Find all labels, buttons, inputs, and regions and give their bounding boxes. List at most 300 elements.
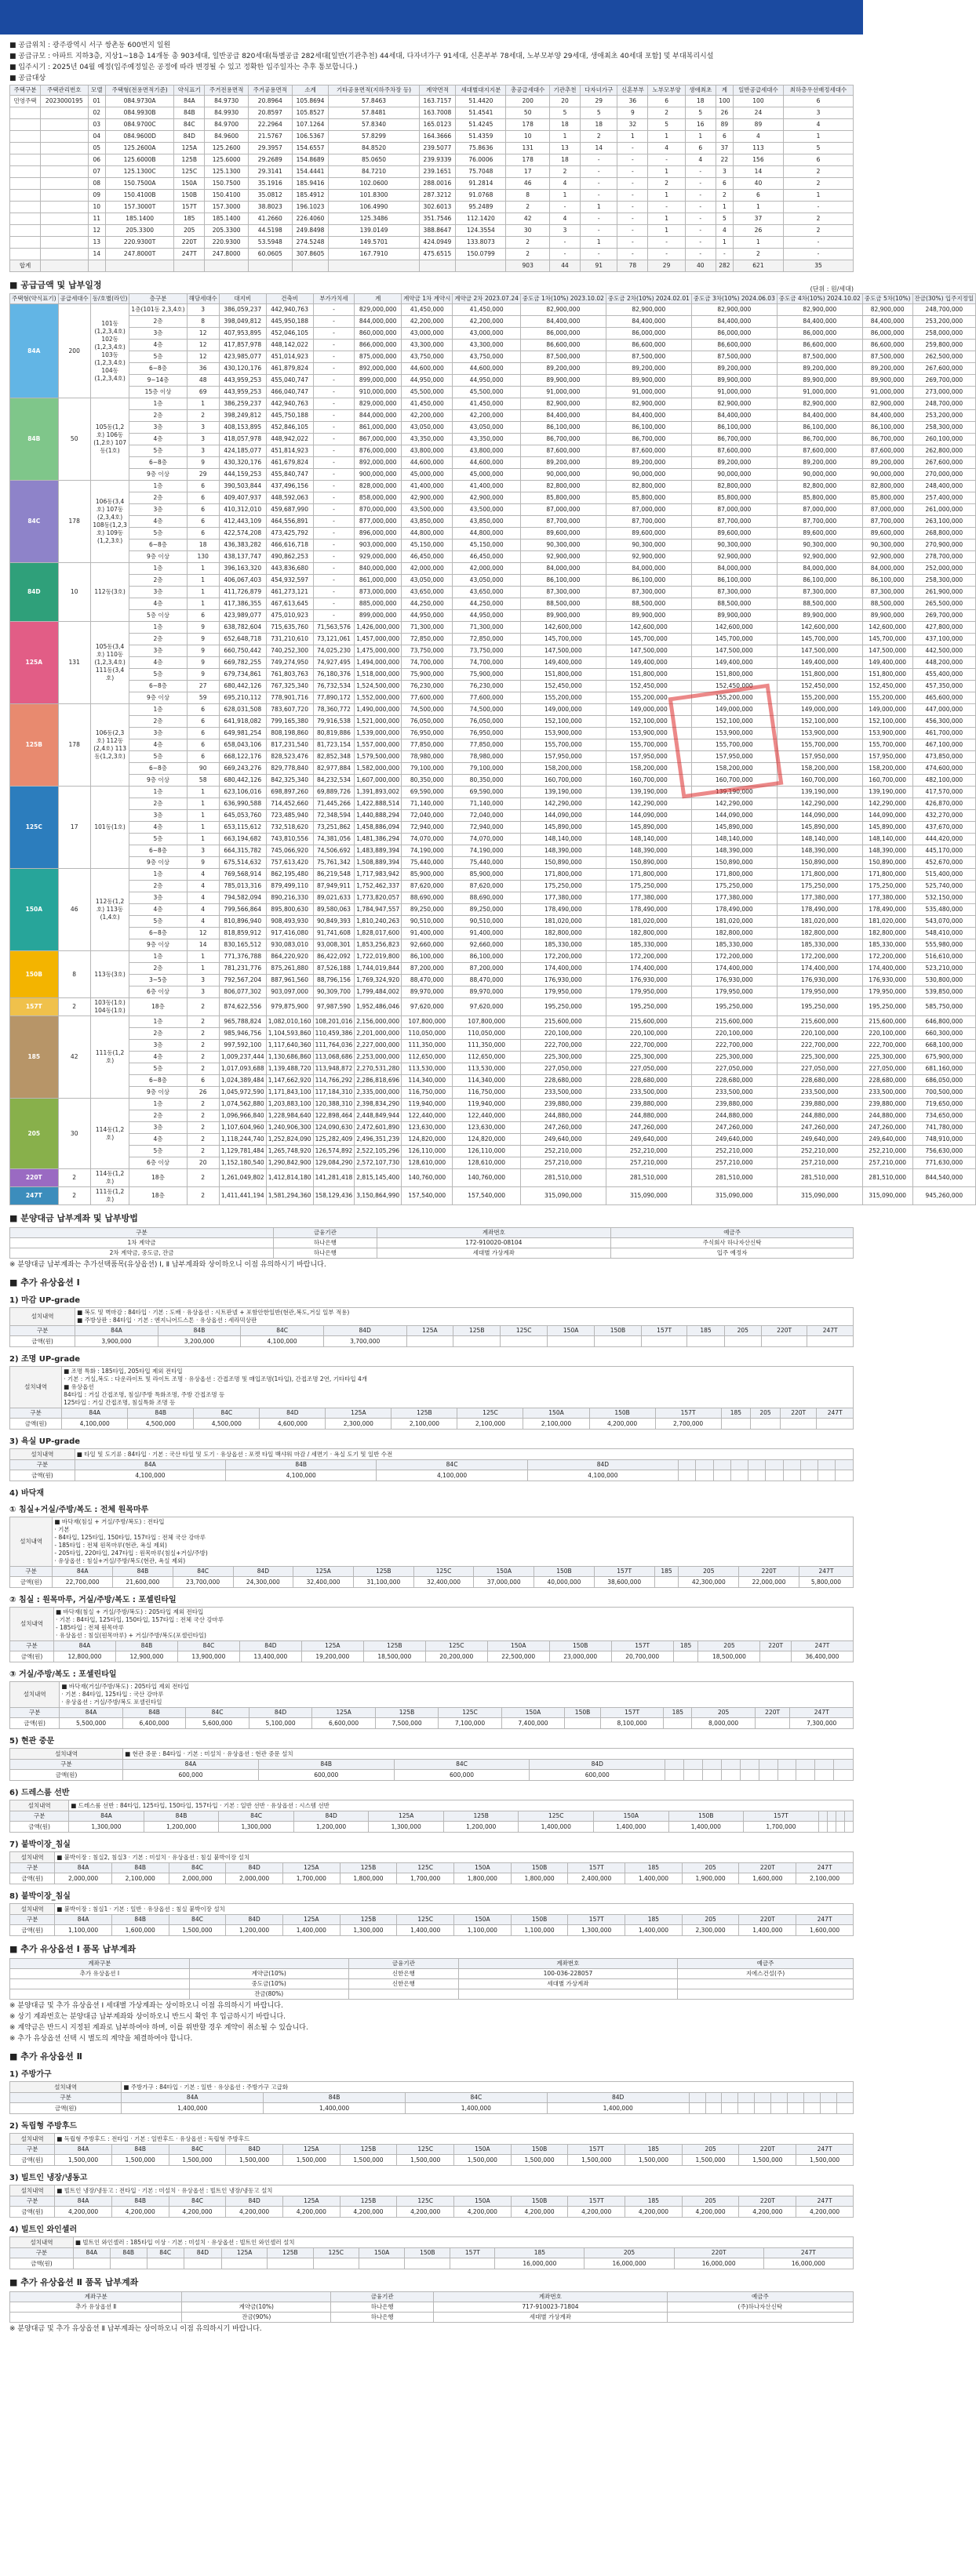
table-cell: 227,050,000 [777,1063,862,1075]
table-cell: 112,650,000 [453,1052,520,1063]
table-cell: 719,650,000 [912,1099,976,1110]
table-cell: 174,400,000 [777,963,862,975]
table-cell: 1층 [129,787,187,798]
table-cell: 125.2600 [205,143,249,154]
table-cell: 87,500,000 [777,351,862,363]
table-cell: 87,700,000 [777,516,862,528]
table-cell: 249,640,000 [606,1134,691,1146]
table-cell: 82,900,000 [691,398,777,410]
table-row [10,563,976,575]
table-cell: 2 [187,1134,219,1146]
option-detail-line: · 기본 : 84타입, 125타입 : 국산 강마루 [61,1691,164,1698]
table-row [10,892,976,904]
table-cell: 171,800,000 [606,869,691,881]
option-type-cell [827,1811,836,1822]
table-cell: - [313,375,355,387]
table-cell: 41,400,000 [402,481,453,492]
table-cell: 5 [581,107,617,119]
table-cell: 91.0768 [456,190,506,202]
table-cell: - [617,202,648,213]
table-cell: 117,184,310 [313,1087,355,1099]
option-price-cell [268,2258,313,2269]
option-type-cell: 157T [568,1863,625,1873]
table-cell: 89,200,000 [606,457,691,469]
option-price-cell [641,1336,686,1347]
option-type-cell: 구분 [10,2145,55,2155]
option-type-cell: 150B [405,2248,450,2258]
table-cell: 228,680,000 [862,1075,912,1087]
table-cell: 799,165,380 [266,716,313,728]
option-type-cell [740,1760,759,1770]
table-cell: 1 [648,190,685,202]
table-cell: 76,950,000 [402,728,453,739]
table-cell: 90,300,000 [777,540,862,551]
option-price-cell: 1,300,000 [340,1925,397,1936]
table-cell: 386,059,237 [219,304,266,316]
table-cell: - [685,249,716,260]
table-cell: 155,200,000 [520,692,606,704]
table-cell: 172,200,000 [520,951,606,963]
table-cell: 155,700,000 [606,739,691,751]
table-row [10,351,976,363]
supply-header-cell: 기관추천 [550,85,581,96]
table-cell: - [617,166,648,178]
option-price-cell: 금액(원) [10,1470,75,1481]
table-cell: - [581,249,617,260]
table-cell: 87,500,000 [520,351,606,363]
table-cell: 239.9339 [419,154,456,166]
option-price-cell [780,1419,817,1430]
option-price-cell [844,1822,853,1833]
table-row [10,939,976,951]
option-type-cell: 125A [369,1811,444,1822]
table-cell: 903,097,000 [266,986,313,998]
option-title: 1) 마감 UP-grade [9,1296,81,1305]
option-type-cell: 150A [454,2196,512,2207]
table-cell: 448,942,022 [266,434,313,445]
option-detail-line: ■ 바닥재(침실 + 거실/주방/복도) : 전타입 [54,1518,165,1525]
option-price-cell: 2,400,000 [568,1873,625,1884]
option-price-cell: 1,500,000 [397,2155,454,2166]
table-cell: 461,879,824 [266,363,313,375]
option-label: 설치내역 [10,1517,53,1567]
table-cell: 6~8층 [129,457,187,469]
option-label: 설치내역 [10,1682,60,1708]
table-cell: 9층 이상 [129,692,187,704]
table-cell: 459,687,990 [266,504,313,516]
table-cell: 26 [187,1087,219,1099]
table-cell: 257,210,000 [520,1157,606,1169]
table-cell: 6~8층 [129,540,187,551]
table-cell: 461,273,121 [266,587,313,598]
table-cell: 757,613,420 [266,857,313,869]
table-cell: 515,400,000 [912,869,976,881]
table-cell: 386,259,237 [219,398,266,410]
table-cell: 239,880,000 [606,1099,691,1110]
option-price-cell: 1,400,000 [625,1873,683,1884]
table-cell: 90,510,000 [453,916,520,928]
option-table [9,1517,854,1588]
option-price-cell: 12,900,000 [115,1651,177,1662]
table-cell: - [648,249,685,260]
table-cell: - [313,304,355,316]
option-type-cell: 150B [595,1326,642,1336]
table-cell: 179,950,000 [777,986,862,998]
table-cell: 282 [716,260,733,272]
table-cell: 150,890,000 [520,857,606,869]
option-price-cell [837,2103,854,2114]
table-cell: 388.8647 [419,225,456,237]
table-cell: 20 [187,1157,219,1169]
option-type-row [10,1708,854,1718]
table-cell: 100-036-228057 [458,1969,677,1979]
table-cell: 437,496,156 [266,481,313,492]
table-cell: 6 [187,516,219,528]
option-detail-line: ■ 바닥재(거실/주방/복도) : 205타입 제외 전타입 [61,1683,190,1690]
table-cell: 225,300,000 [520,1052,606,1063]
table-cell: 89,600,000 [777,528,862,540]
option-price-cell [565,1718,601,1729]
table-cell: 86,100,000 [453,951,520,963]
table-cell: 5층 [129,1146,187,1157]
table-cell: 76,180,376 [313,669,355,681]
table-cell: 543,070,000 [912,916,976,928]
table-cell: 660,750,442 [219,645,266,657]
table-cell: 38.8023 [248,202,292,213]
option-price-row [10,1419,854,1430]
table-cell: 92,660,000 [453,939,520,951]
table-cell: 9~14층 [129,375,187,387]
table-cell: 244,880,000 [862,1110,912,1122]
table-cell: 77,600,000 [453,692,520,704]
table-cell: 539,850,000 [912,986,976,998]
table-row [10,1187,976,1205]
table-row [10,457,976,469]
table-cell: 71,563,576 [313,622,355,634]
table-cell: 1 [187,798,219,810]
table-cell: 2층 [129,1028,187,1040]
table-cell [10,249,41,260]
table-cell: 90,300,000 [520,540,606,551]
option-table [9,1307,854,1347]
table-cell: 12 [88,225,105,237]
account-header-row [10,1228,854,1238]
table-cell: 35.0812 [248,190,292,202]
table-cell: 3층 [129,328,187,340]
table-cell: 82,852,348 [313,751,355,763]
table-row [10,1099,976,1110]
table-cell: 세대별 가상계좌 [377,1248,611,1259]
option-type-cell: 247T [796,1915,854,1925]
option-detail-line: ■ 빌트인 와인셀러 : 185타입 이상 · 기본 : 미설치 · 유상옵션 : 빌트인 와인셀러 설치 [75,2238,295,2246]
table-cell: 21.5767 [248,131,292,143]
table-cell: 448,592,063 [266,492,313,504]
table-cell: 171,800,000 [862,869,912,881]
table-cell: 86,100,000 [606,575,691,587]
table-cell: 6 [685,143,716,154]
table-cell: 41,450,000 [453,398,520,410]
table-cell: - [313,340,355,351]
table-cell: 89 [733,119,783,131]
table-cell: 448,200,000 [912,657,976,669]
table-cell: 1,722,019,800 [355,951,402,963]
table-cell: - [313,363,355,375]
option-type-cell [748,1460,766,1470]
table-cell: 3층 [129,422,187,434]
option-details [55,1852,854,1863]
table-cell: 4층 [129,516,187,528]
option-price-cell: 1,400,000 [594,1822,669,1833]
table-cell: 443,959,253 [219,387,266,398]
option-price-cell [665,1770,684,1781]
table-cell: 287.3212 [419,190,456,202]
table-cell: 100 [716,96,733,107]
table-cell: 717-910023-71804 [434,2302,668,2313]
price-header-row [10,294,976,304]
table-cell: 42,900,000 [402,492,453,504]
type-cell: 150B [10,951,59,998]
table-cell: 482,100,000 [912,775,976,787]
option-price-cell: 37,000,000 [474,1577,534,1588]
option-type-cell: 125B [340,1915,397,1925]
table-cell: 430,120,176 [219,363,266,375]
table-cell: 44,800,000 [453,528,520,540]
option-price-cell: 1,500,000 [682,2155,739,2166]
table-cell: 445,170,000 [912,845,976,857]
table-cell: 281,510,000 [606,1169,691,1187]
table-cell: 91,000,000 [777,387,862,398]
table-cell: 111,764,036 [313,1040,355,1052]
table-cell: 72,940,000 [402,822,453,834]
table-row [10,928,976,939]
table-cell: 02 [88,107,105,119]
table-cell: 743,810,556 [266,834,313,845]
table-cell: 90 [187,763,219,775]
table-cell: 2 [550,166,581,178]
table-cell: 406,067,403 [219,575,266,587]
option-type-cell: 150A [594,1811,669,1822]
table-cell: 2층 [129,881,187,892]
table-cell: 157,950,000 [606,751,691,763]
option-type-cell: 125A [293,1567,354,1577]
table-cell: 628,031,508 [219,704,266,716]
table-cell: 44,950,000 [453,375,520,387]
count-cell: 178 [58,481,90,563]
table-cell: 645,053,760 [219,810,266,822]
option-detail-line: - 205타입, 220타입, 247타입 : 원목마루(침실+거실/주방) [54,1550,208,1557]
option-label: 설치내역 [10,2237,74,2248]
option-type-cell [665,1760,684,1770]
table-cell: 9층 이상 [129,775,187,787]
table-cell: 407,953,895 [219,328,266,340]
option-type-cell: 구분 [10,1460,75,1470]
option-type-cell: 125B [353,1567,413,1577]
table-cell: 하나은행 [274,1238,377,1248]
option-price-cell [740,1770,759,1781]
table-cell: 1,130,686,860 [266,1052,313,1063]
price-header-cell: 동/호별(라인) [90,294,129,304]
option-type-cell: 84D [226,1863,283,1873]
table-cell: 35.1916 [248,178,292,190]
table-cell: 792,567,204 [219,975,266,986]
option-detail-line: - 84타입, 125타입, 150타입, 157타입 : 전체 국산 강마루 [54,1534,206,1541]
table-cell: 85,800,000 [777,492,862,504]
option-price-cell: 4,200,000 [589,1419,655,1430]
option-price-cell [654,1577,679,1588]
table-cell: 147,500,000 [520,645,606,657]
table-cell: 084.9600D [105,131,173,143]
table-cell: 2,270,531,280 [355,1063,402,1075]
option-type-row [10,2248,854,2258]
table-cell: 105.8694 [292,96,329,107]
table-row [10,1169,976,1187]
table-cell: 139,190,000 [691,787,777,798]
table-cell: 97,620,000 [402,998,453,1016]
table-cell: 3 [187,304,219,316]
option-type-cell: 84D [184,2248,221,2258]
table-cell: 114,340,000 [402,1075,453,1087]
table-cell: 하나은행 [331,2302,434,2313]
option-detail-row [10,1517,854,1567]
option-price-row [10,2155,854,2166]
table-row [10,1989,854,2000]
option-type-cell: 84A [60,1708,122,1718]
option-price-cell: 1,500,000 [55,2155,112,2166]
table-row [10,387,976,398]
option-price-cell: 23,000,000 [549,1651,611,1662]
table-cell: - [617,143,648,154]
table-cell: 175,250,000 [606,881,691,892]
table-cell: 641,918,082 [219,716,266,728]
table-row [10,131,854,143]
table-row [10,154,854,166]
table-cell: 74,700,000 [453,657,520,669]
table-cell: 929,000,000 [355,551,402,563]
table-cell: 91,000,000 [520,387,606,398]
option-type-cell: 205 [682,2145,739,2155]
table-cell: 41,450,000 [402,398,453,410]
option-detail-line: ■ 붙박이장 : 침실2, 침실3 · 기본 : 미설치 · 유상옵션 : 침실 붙박이장 설치 [56,1853,250,1861]
table-cell: - [783,237,853,249]
table-cell: 125.3486 [329,213,419,225]
table-cell: 1,557,000,000 [355,739,402,751]
table-cell: 525,740,000 [912,881,976,892]
table-cell: 178 [506,119,550,131]
table-cell: 82,900,000 [691,304,777,316]
option-type-cell: 84A [73,2248,110,2258]
table-cell: 084.9700C [105,119,173,131]
table-cell: 44,950,000 [402,375,453,387]
option-price-cell: 금액(원) [10,2258,74,2269]
table-cell: 258,300,000 [912,422,976,434]
option-price-row [10,2207,854,2218]
option-type-cell: 84B [110,2248,147,2258]
table-cell: 530,800,000 [912,975,976,986]
table-cell: 114,340,000 [453,1075,520,1087]
table-cell: 43,650,000 [402,587,453,598]
table-row [10,986,976,998]
table-header-cell: 계좌번호 [434,2292,668,2302]
table-cell: 86,100,000 [862,575,912,587]
table-cell: 1,024,389,484 [219,1075,266,1087]
table-cell: 89,250,000 [453,904,520,916]
table-cell: 261,900,000 [912,587,976,598]
table-cell: 4 [187,904,219,916]
option-price-cell [730,1470,748,1481]
option-label: 설치내역 [10,1800,69,1811]
table-cell: 455,040,747 [266,375,313,387]
table-cell: 2,572,107,730 [355,1157,402,1169]
option-type-cell: 84B [111,1863,169,1873]
option-price-cell: 36,400,000 [791,1651,853,1662]
table-cell: 1,261,049,802 [219,1169,266,1187]
option-type-cell [702,1760,721,1770]
section-title: ■ 공급금액 및 납부일정 [9,280,102,290]
table-cell: 715,635,760 [266,622,313,634]
table-cell: 87,700,000 [691,516,777,528]
count-cell: 8 [58,951,90,998]
table-cell: 07 [88,166,105,178]
option-type-cell: 150B [589,1408,655,1419]
table-cell: 08 [88,178,105,190]
table-cell: 2 [783,225,853,237]
table-cell: 257,210,000 [777,1157,862,1169]
table-row [10,998,976,1016]
table-cell: 29 [187,469,219,481]
table-cell: 116,750,000 [453,1087,520,1099]
table-cell: 175,250,000 [691,881,777,892]
table-cell: 1,552,000,000 [355,692,402,704]
table-cell: 244,880,000 [520,1110,606,1122]
table-cell: 03 [88,119,105,131]
option-price-cell: 2,300,000 [326,1419,391,1430]
table-cell: 1,481,386,294 [355,834,402,845]
table-cell: 86,700,000 [606,434,691,445]
table-cell: 390,503,844 [219,481,266,492]
table-cell: 903 [506,260,550,272]
table-cell: 44,600,000 [453,457,520,469]
table-cell: 129,084,290 [313,1157,355,1169]
table-cell: 181,020,000 [520,916,606,928]
option-type-cell: 185 [625,1915,683,1925]
table-cell: 1,458,886,094 [355,822,402,834]
option-price-cell: 12,800,000 [53,1651,115,1662]
table-cell: 125.6000B [105,154,173,166]
table-cell: 1,799,484,002 [355,986,402,998]
table-cell: 1,483,889,394 [355,845,402,857]
table-cell: 113,530,000 [402,1063,453,1075]
table-cell [667,2313,853,2323]
table-cell: 82,900,000 [862,398,912,410]
option-price-cell: 4,200,000 [226,2207,283,2218]
table-header-cell: 계좌번호 [458,1959,677,1969]
table-row [10,1248,854,1259]
table-cell: 89,200,000 [691,363,777,375]
table-cell: 추가 유상옵션 Ⅱ [10,2302,182,2313]
table-cell [456,260,506,272]
option-type-cell: 84B [158,1326,241,1336]
note-text: ※ 분양대금 및 추가 유상옵션 Ⅰ 세대별 가상계좌는 상이하오니 이점 유의하시기 바랍니다. [9,2002,283,2010]
section-title: ■ 분양대금 납부계좌 및 납부방법 [9,1213,138,1223]
table-cell: 244,880,000 [691,1110,777,1122]
table-cell: 112,650,000 [402,1052,453,1063]
option-price-cell: 16,000,000 [495,2258,585,2269]
table-cell: 195,250,000 [520,998,606,1016]
table-cell: 142,600,000 [862,622,912,634]
option-type-cell: 84C [394,1760,530,1770]
option-details [122,2082,854,2093]
option-type-cell: 84D [293,1811,369,1822]
